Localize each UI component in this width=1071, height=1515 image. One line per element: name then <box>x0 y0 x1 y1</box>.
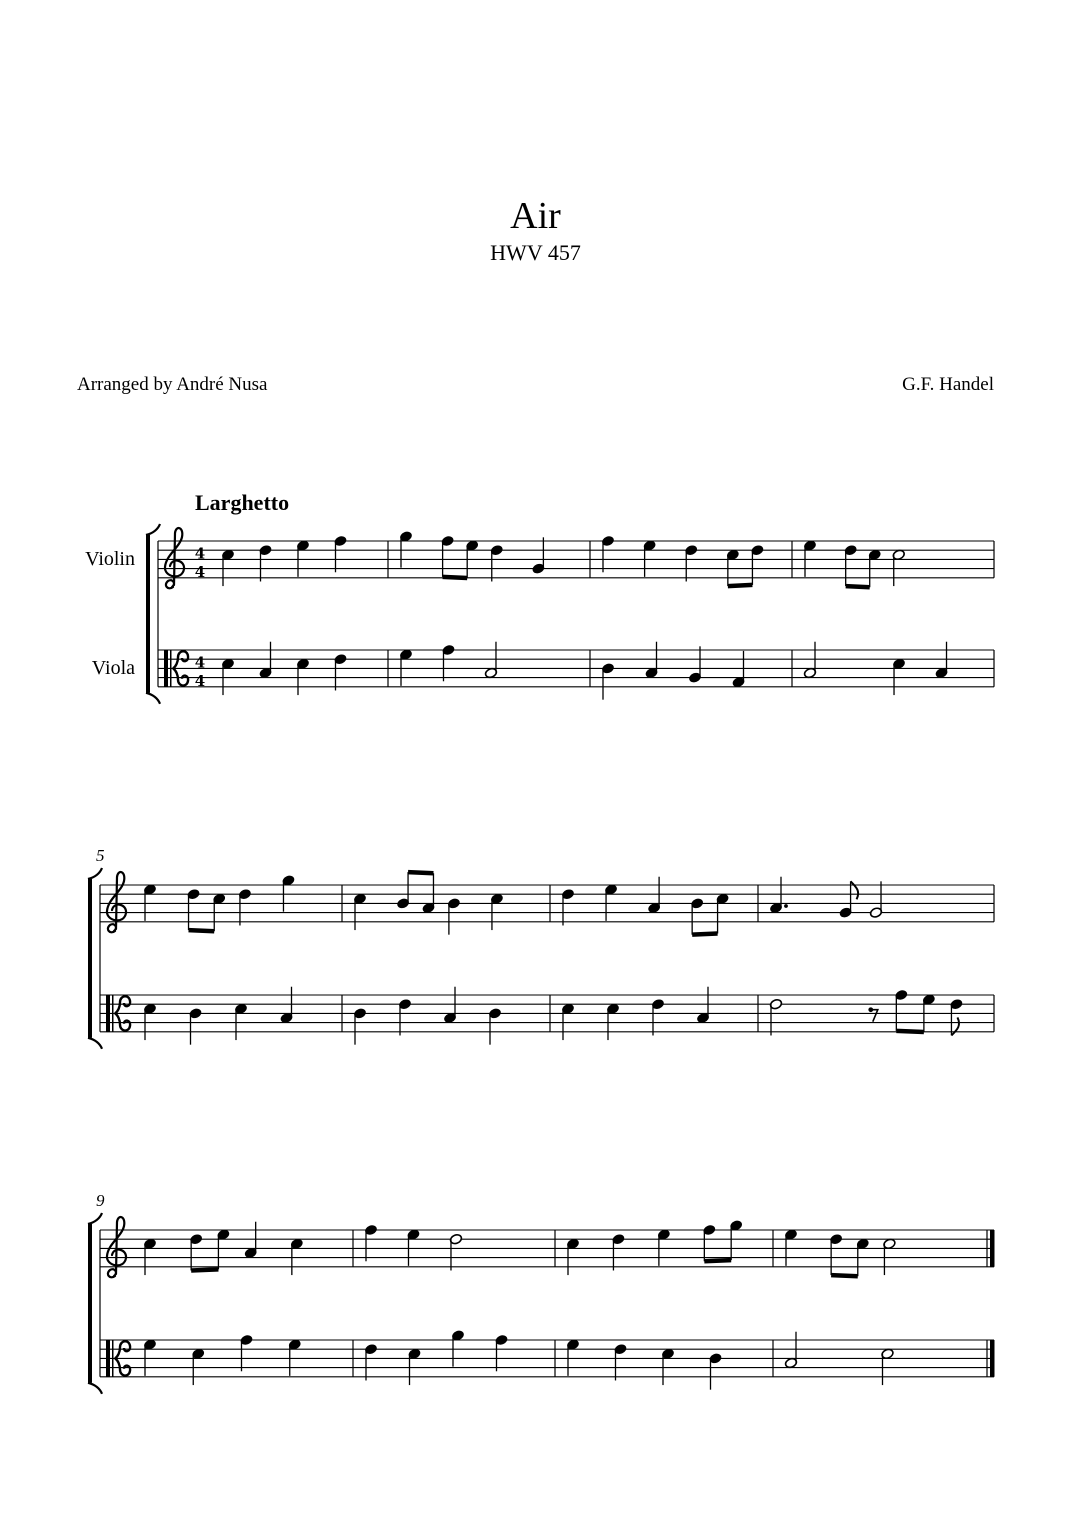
bracket-hook-top <box>88 1213 102 1224</box>
bracket-hook-bottom <box>88 1383 102 1394</box>
eighth-rest-dot <box>868 1007 873 1012</box>
beam <box>408 872 433 873</box>
alto-clef-bar <box>112 1340 114 1377</box>
note-flag <box>851 881 859 899</box>
alto-clef-bar <box>112 995 114 1032</box>
alto-clef-bar <box>164 650 168 687</box>
arranger: Arranged by André Nusa <box>77 374 268 395</box>
tempo-marking: Larghetto <box>195 490 290 515</box>
bracket-hook-bottom <box>88 1038 102 1049</box>
measure-number: 9 <box>96 1191 105 1210</box>
time-signature-top: 4 <box>194 653 206 672</box>
time-signature-bottom: 4 <box>194 671 206 690</box>
title: Air <box>510 195 561 237</box>
treble-clef <box>107 872 126 932</box>
beam <box>831 1275 858 1276</box>
alto-clef-bar <box>106 1340 110 1377</box>
bracket-hook-top <box>88 868 102 879</box>
composer: G.F. Handel <box>902 374 994 395</box>
beam <box>896 1031 924 1032</box>
measure-number: 5 <box>96 846 105 865</box>
system-bracket <box>88 1224 92 1383</box>
system-bracket <box>88 879 92 1038</box>
instrument-name-viola: Viola <box>91 656 135 679</box>
augmentation-dot <box>784 904 788 908</box>
bracket-hook-bottom <box>146 693 160 704</box>
treble-clef <box>165 528 184 588</box>
treble-clef <box>107 1217 126 1277</box>
beam <box>728 585 753 586</box>
system-bracket <box>146 535 150 693</box>
alto-clef-bar <box>170 650 172 687</box>
system-2 <box>88 846 994 1049</box>
system-1 <box>85 524 994 704</box>
system-3 <box>88 1191 995 1394</box>
beam <box>189 930 215 931</box>
note-flag <box>951 1017 959 1035</box>
beam <box>846 586 870 587</box>
final-barline <box>990 1230 995 1267</box>
bracket-hook-top <box>146 524 160 535</box>
beam <box>191 1269 218 1270</box>
instrument-name-violin: Violin <box>85 547 135 570</box>
beam <box>692 934 717 935</box>
beam <box>443 577 468 578</box>
subtitle: HWV 457 <box>490 240 581 265</box>
alto-clef-bar <box>106 995 110 1032</box>
time-signature-bottom: 4 <box>194 562 206 581</box>
time-signature-top: 4 <box>194 544 206 563</box>
beam <box>704 1260 731 1261</box>
final-barline <box>990 1340 995 1377</box>
